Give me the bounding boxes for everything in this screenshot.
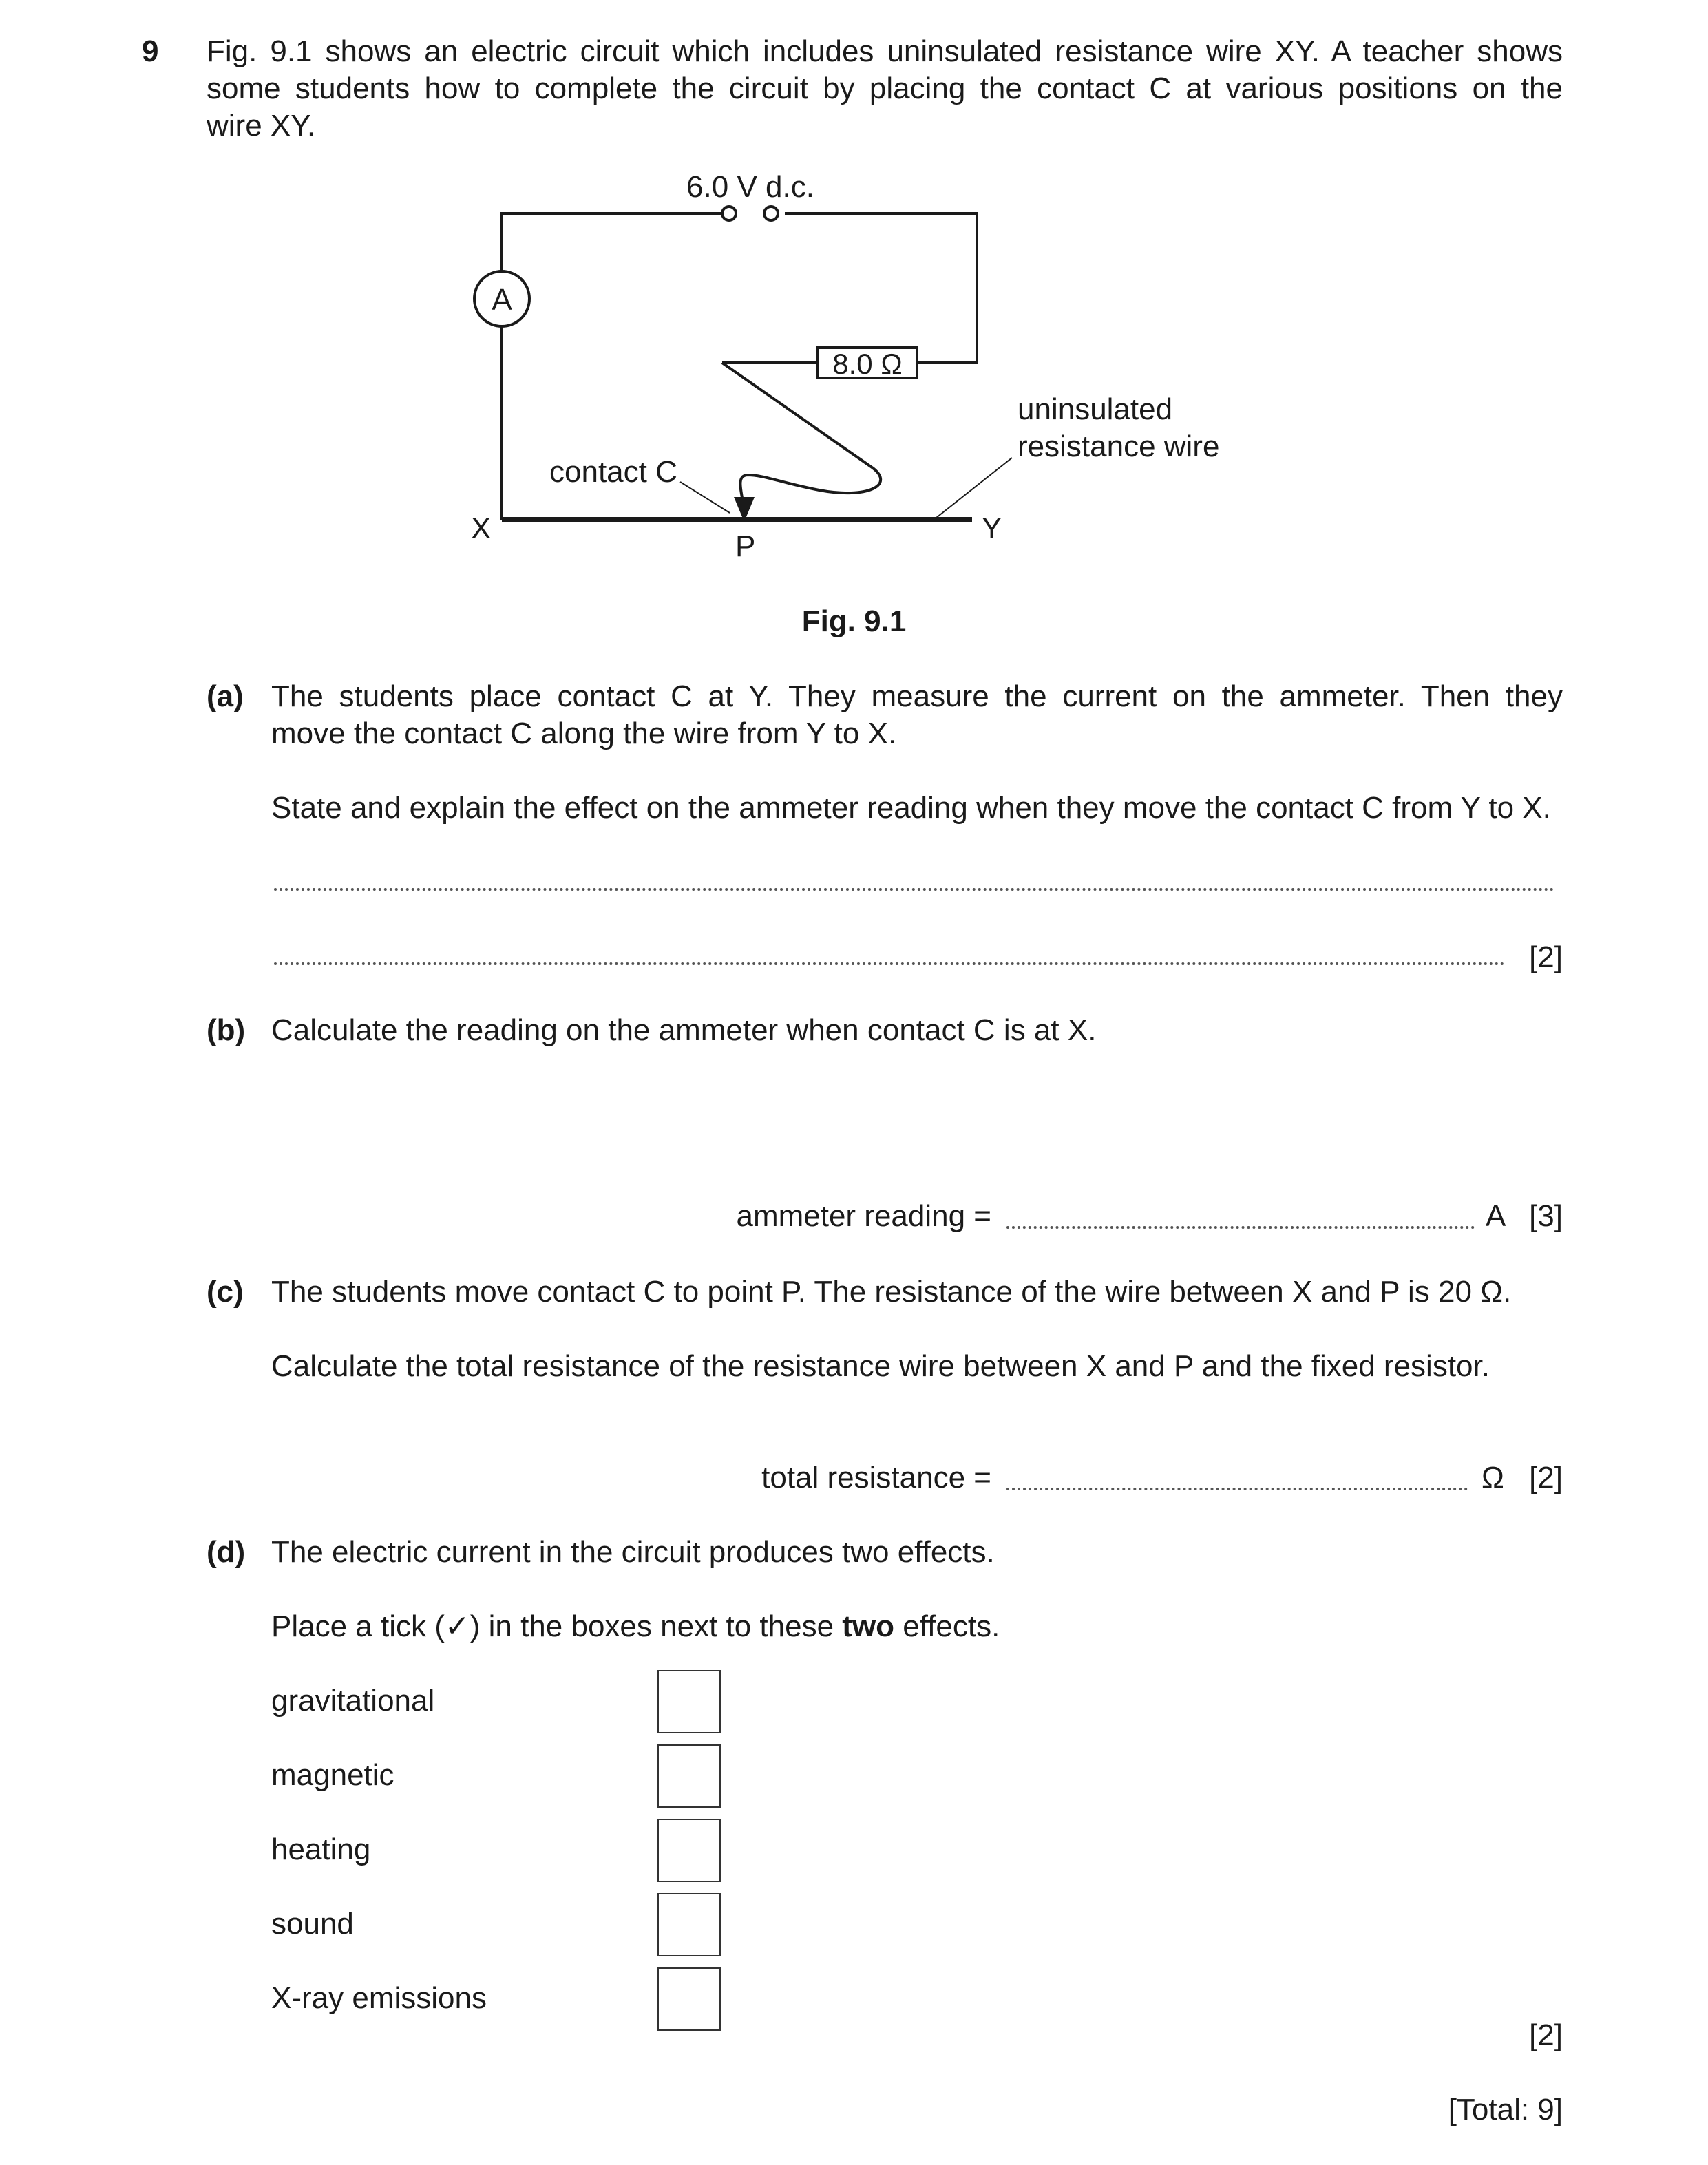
total-marks: [Total: 9] — [1448, 2093, 1563, 2126]
part-a-prompt: State and explain the effect on the ammeter reading when they move the contact C from Y to X. — [271, 791, 1551, 825]
part-d-marks: [2] — [1529, 2018, 1563, 2052]
contact-label: contact C — [549, 455, 677, 489]
terminal-right — [764, 207, 778, 220]
question-number: 9 — [142, 34, 159, 68]
x-label: X — [471, 511, 492, 545]
tick-box-gravitational[interactable] — [657, 1670, 721, 1733]
intro-line-2: some students how to complete the circuit by placing the contact C at various positions on the — [207, 72, 1563, 105]
ammeter-reading-label: ammeter reading = — [736, 1199, 991, 1233]
option-x-ray: X-ray emissions — [271, 1981, 487, 2015]
option-magnetic: magnetic — [271, 1758, 394, 1792]
tick-box-x-ray[interactable] — [657, 1967, 721, 2031]
tick-box-heating[interactable] — [657, 1819, 721, 1882]
part-d-label: (d) — [207, 1535, 246, 1569]
intro-line-1: Fig. 9.1 shows an electric circuit which includes uninsulated resistance wire XY. A teacher shows — [207, 34, 1563, 68]
part-b-marks: [3] — [1529, 1199, 1563, 1233]
p-label: P — [735, 529, 756, 563]
contact-lead — [722, 363, 881, 515]
terminal-left — [722, 207, 736, 220]
part-d-prompt: Place a tick (✓) in the boxes next to these two effects. — [271, 1609, 1000, 1643]
part-c-marks: [2] — [1529, 1461, 1563, 1495]
wire-label-line2: resistance wire — [1018, 430, 1220, 463]
tick-box-magnetic[interactable] — [657, 1744, 721, 1808]
resistance-unit: Ω — [1482, 1461, 1504, 1495]
part-c-label: (c) — [207, 1275, 244, 1309]
part-c-prompt: Calculate the total resistance of the resistance wire between X and P and the fixed resistor. — [271, 1349, 1490, 1383]
wire-top-left — [502, 213, 729, 279]
option-sound: sound — [271, 1907, 354, 1941]
part-a-marks: [2] — [1529, 940, 1563, 974]
part-a-label: (a) — [207, 679, 244, 713]
part-c-text: The students move contact C to point P. The resistance of the wire between X and P is 20 Ω. — [271, 1275, 1512, 1309]
y-label: Y — [982, 511, 1002, 545]
ammeter-reading-answer[interactable] — [1006, 1226, 1475, 1229]
resistor-label: 8.0 Ω — [832, 348, 903, 380]
circuit-diagram — [0, 0, 1708, 599]
tick-box-sound[interactable] — [657, 1893, 721, 1956]
total-resistance-answer[interactable] — [1006, 1488, 1468, 1490]
answer-line-a1[interactable] — [274, 888, 1554, 891]
answer-line-a2[interactable] — [274, 962, 1505, 965]
figure-caption: Fig. 9.1 — [801, 604, 907, 638]
ammeter-unit: A — [1486, 1199, 1506, 1233]
wire-label-line1: uninsulated — [1018, 392, 1173, 426]
option-heating: heating — [271, 1833, 371, 1866]
contact-leader — [680, 482, 730, 513]
part-b-label: (b) — [207, 1013, 246, 1047]
part-d-text: The electric current in the circuit produces two effects. — [271, 1535, 995, 1569]
option-gravitational: gravitational — [271, 1684, 435, 1718]
part-a-line1: The students place contact C at Y. They measure the current on the ammeter. Then they — [271, 679, 1563, 713]
wire-top-right — [785, 213, 977, 363]
total-resistance-label: total resistance = — [761, 1461, 991, 1495]
part-a-line2: move the contact C along the wire from Y to X. — [271, 717, 897, 750]
supply-label: 6.0 V d.c. — [686, 170, 814, 204]
ammeter-label: A — [492, 283, 512, 317]
intro-line-3: wire XY. — [207, 109, 316, 142]
part-b-text: Calculate the reading on the ammeter when contact C is at X. — [271, 1013, 1097, 1047]
